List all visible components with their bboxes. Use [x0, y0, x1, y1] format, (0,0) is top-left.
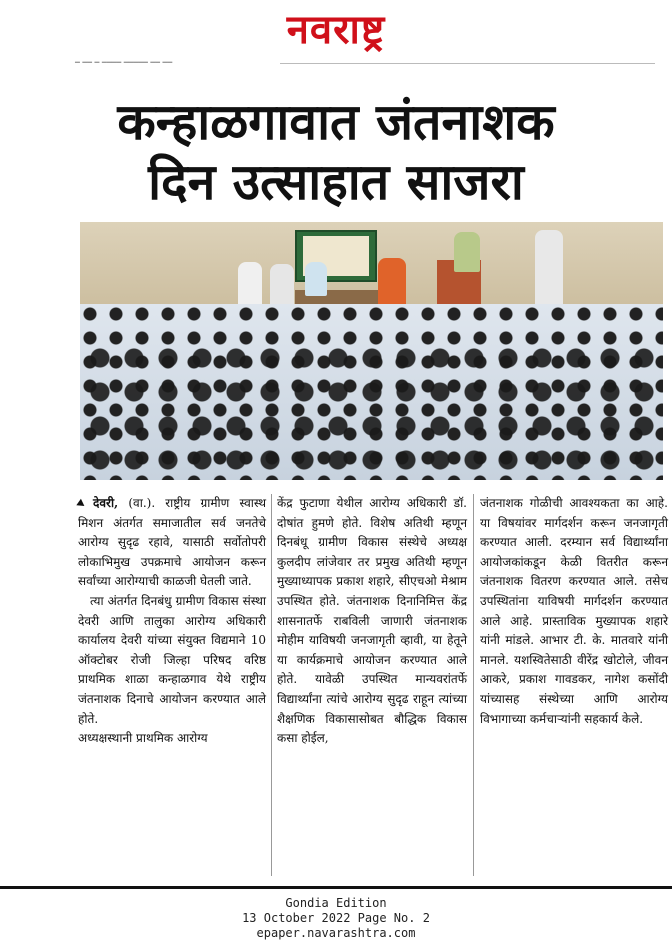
- photo-person: [238, 262, 262, 308]
- footer-rule: [0, 886, 672, 889]
- headline-line-2: दिन उत्साहात साजरा: [148, 153, 524, 211]
- article-headline: [20, 92, 652, 212]
- article-column-3: [480, 494, 668, 729]
- footer-site[interactable]: epaper.navarashtra.com: [256, 926, 416, 940]
- dateline: देवरी,: [93, 496, 119, 510]
- faded-text: ━ ━━ ━ ━━━━ ━━━━━ ━━ ━━: [75, 58, 173, 67]
- paragraph-2: त्या अंतर्गत दिनबंधु ग्रामीण विकास संस्था देवरी आणि तालुका आरोग्य अधिकारी कार्यालय देवरी यांच्या संयुक्त विद्यमाने 10 ऑक्टोबर रोजी जिल्हा परिषद वरिष्ठ प्राथमिक शाळा कन्हाळगाव येथे राष्ट्रीय जंतनाशक दिनाचे आयोजन करण्यात आले होते.: [78, 593, 266, 726]
- faded-top-strip: [75, 58, 655, 68]
- event-photo: [80, 222, 663, 480]
- paragraph-1: [78, 494, 266, 592]
- footer-edition: Gondia Edition: [285, 896, 387, 910]
- page-footer: [0, 896, 672, 941]
- paragraph-1-text: (वा.). राष्ट्रीय ग्रामीण स्वास्थ मिशन अंतर्गत समाजातील सर्व जनतेचे आरोग्य सुदृढ रहावे, यासाठी सर्वोतोपरी लोकाभिमुख उपक्रमाचे आयोजन करून सर्वांच्या आरोग्याची काळजी घेतली जाते.: [78, 496, 266, 589]
- footer-date-page: 13 October 2022 Page No. 2: [242, 911, 430, 925]
- paragraph-marker-icon: [76, 498, 86, 509]
- column-divider: [271, 494, 272, 876]
- article-column-1: [78, 494, 266, 749]
- strip-divider: [280, 63, 655, 64]
- photo-person: [270, 264, 294, 308]
- paragraph-3: अध्यक्षस्थानी प्राथमिक आरोग्य: [78, 731, 208, 746]
- column-3-text: जंतनाशक गोळीची आवश्यकता का आहे. या विषयांवर मार्गदर्शन करून जनजागृती करण्यात आली. दरम्यान सर्व विद्यार्थ्यांना आयोजकांकडून केळी वितरीत करून जंतनाशक वितरण करण्यात आले. तसेच उपस्थितांना याविषयी मार्गदर्शन करण्यात आले आहे. प्रास्ताविक मुख्यापक शहारे यांनी मांडले. आभार टी. के. मातवारे यांनी मानले. यशस्वितेसाठी वीरेंद्र खोटोले, जीवन आकरे, प्रकाश गावडकर, नागेश कसोंदी यांच्यासह संस्थेच्या आणि आरोग्य विभागाच्या कर्मचाऱ्यांनी सहकार्य केले.: [480, 496, 668, 726]
- newspaper-logo: नवराष्ट्र: [286, 7, 386, 53]
- photo-person: [454, 232, 480, 272]
- article-column-2: [277, 494, 467, 749]
- column-divider: [473, 494, 474, 876]
- column-2-text: केंद्र फुटाणा येथील आरोग्य अधिकारी डॉ. दोषांत हुमणे होते. विशेष अतिथी म्हणून दिनबंधू ग्रामीण विकास संस्थेचे अध्यक्ष कुलदीप लांजेवार तर प्रमुख अतिथी म्हणून मुख्याध्यापक प्रकाश शहारे, सीएचओ मेश्राम उपस्थित होते. जंतनाशक दिनानिमित्त केंद्र शासनातर्फे राबविली जाणारी जंतनाशक मोहीम याविषयी जनजागृती व्हावी, या हेतूने या कार्यक्रमाचे आयोजन करण्यात आले होते. यावेळी उपस्थित मान्यवरांतर्फे विद्यार्थ्यांना त्यांचे आरोग्य सुदृढ राहून त्यांच्या शैक्षणिक विकासासोबत बौद्धिक विकास कसा होईल,: [277, 496, 467, 746]
- photo-person: [305, 262, 327, 296]
- photo-students-crowd-front: [80, 342, 663, 480]
- headline-line-1: कन्हाळगावात जंतनाशक: [117, 93, 555, 151]
